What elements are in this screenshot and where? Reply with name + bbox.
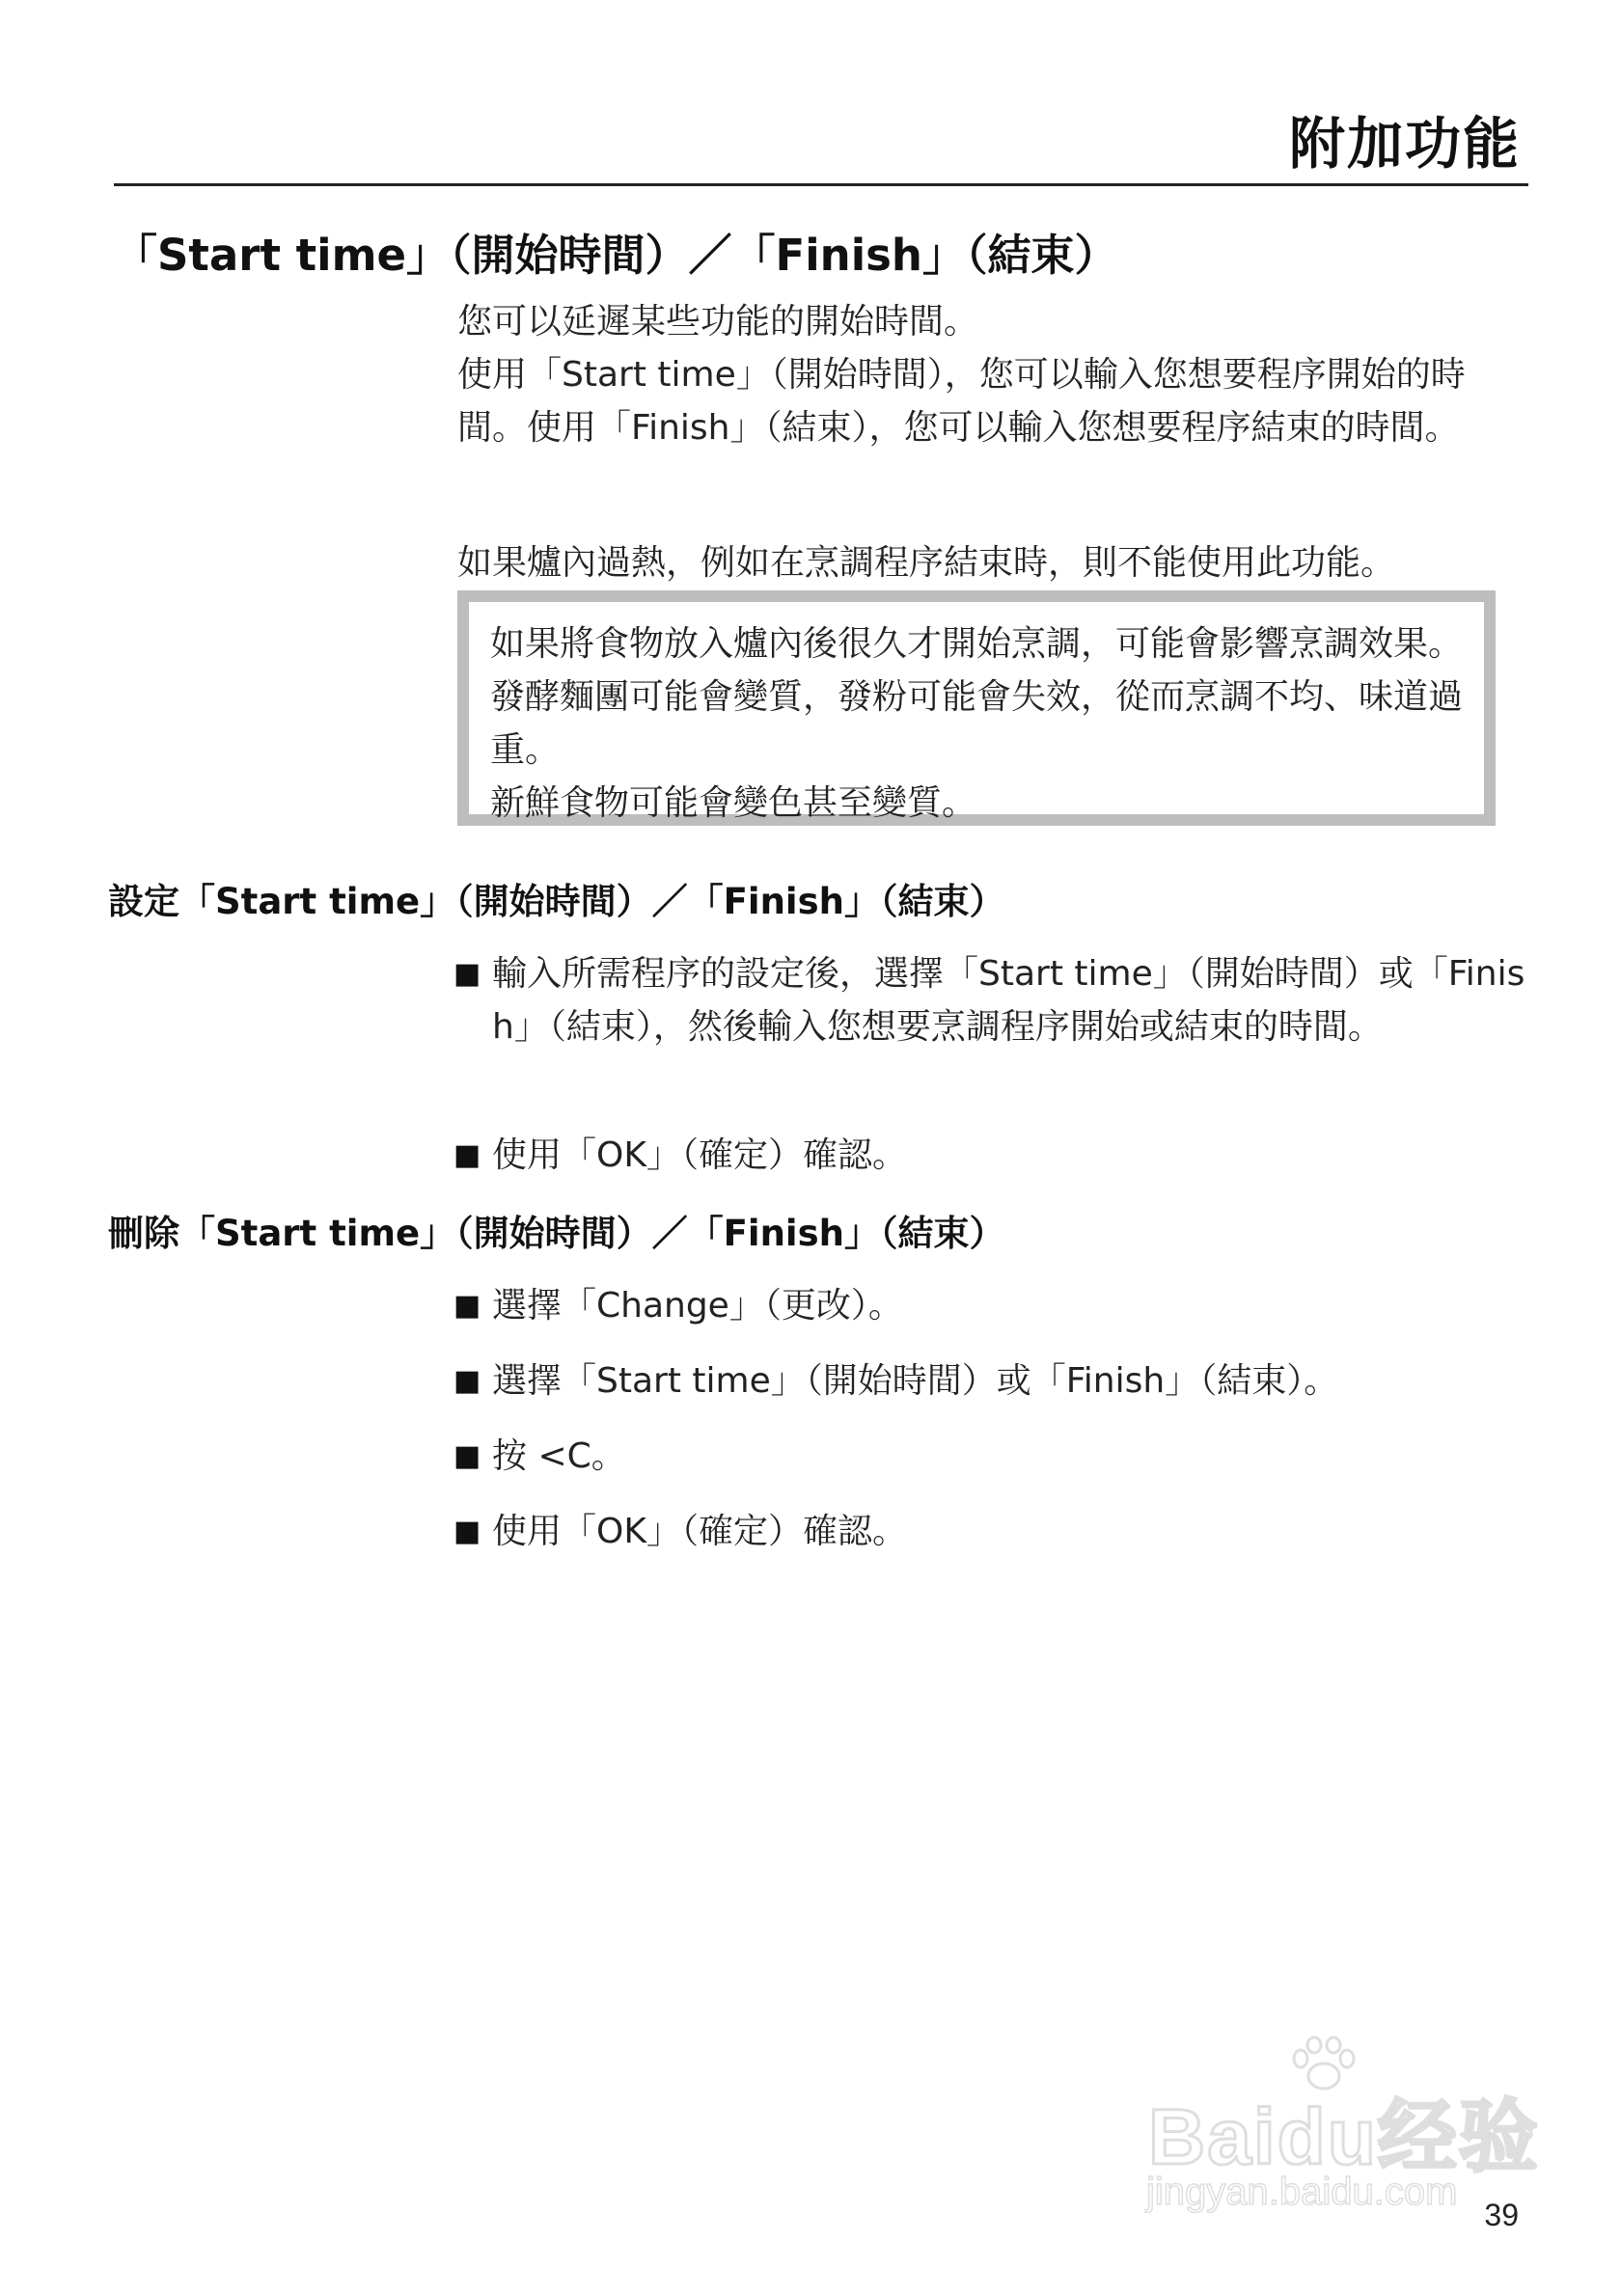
warning-line-2: 發酵麵團可能會變質，發粉可能會失效，從而烹調不均、味道過重。 [490, 677, 1464, 770]
warning-line-1: 如果將食物放入爐內後很久才開始烹調，可能會影響烹調效果。 [490, 624, 1464, 664]
overheat-note [457, 536, 1524, 589]
deleting-step-1-text: 選擇「Change」（更改）。 [492, 1286, 903, 1326]
watermark-url-text: jingyan.baidu.com [1146, 2171, 1458, 2213]
deleting-step-3-text: 按 <C。 [492, 1436, 626, 1476]
overheat-paragraph: 如果爐內過熱，例如在烹調程序結束時，則不能使用此功能。 [457, 543, 1396, 583]
bullet-marker: ■ [453, 1138, 481, 1172]
intro-text [457, 295, 1524, 454]
setting-step-1-text: 輸入所需程序的設定後，選擇「Start time」（開始時間）或「Finish」（結束），然後輸入您想要烹調程序開始或結束的時間。 [492, 954, 1525, 1047]
deleting-heading: 刪除「Start time」（開始時間）／「Finish」（結束） [108, 1213, 1005, 1254]
setting-step-1 [453, 947, 1526, 1053]
deleting-step-4-text: 使用「OK」（確定）確認。 [492, 1512, 907, 1551]
deleting-step-2-text: 選擇「Start time」（開始時間）或「Finish」（結束）。 [492, 1361, 1339, 1401]
page-number: 39 [1484, 2198, 1519, 2232]
intro-paragraph-1: 您可以延遲某些功能的開始時間。 [457, 302, 979, 342]
setting-step-2 [453, 1129, 1526, 1182]
warning-box [457, 590, 1496, 826]
header-rule [114, 183, 1528, 186]
setting-heading: 設定「Start time」（開始時間）／「Finish」（結束） [108, 881, 1005, 922]
bullet-marker: ■ [453, 957, 481, 991]
deleting-step-3 [453, 1430, 1526, 1483]
setting-step-2-text: 使用「OK」（確定）確認。 [492, 1135, 907, 1175]
deleting-step-1 [453, 1279, 1526, 1332]
section-heading: 「Start time」（開始時間）／「Finish」（結束） [114, 230, 1118, 281]
baidu-watermark [1139, 2036, 1540, 2219]
warning-line-3: 新鮮食物可能會變色甚至變質。 [490, 783, 977, 823]
bullet-marker: ■ [453, 1439, 481, 1473]
deleting-step-4 [453, 1505, 1526, 1558]
bullet-marker: ■ [453, 1289, 481, 1323]
page-header-title: 附加功能 [1288, 111, 1521, 177]
deleting-step-2 [453, 1354, 1526, 1408]
bullet-marker: ■ [453, 1515, 481, 1548]
bullet-marker: ■ [453, 1364, 481, 1398]
watermark-main-text: Baidu经验 [1148, 2093, 1540, 2181]
intro-paragraph-2: 使用「Start time」（開始時間），您可以輸入您想要程序開始的時間。使用「Finish」（結束），您可以輸入您想要程序結束的時間。 [457, 355, 1466, 448]
